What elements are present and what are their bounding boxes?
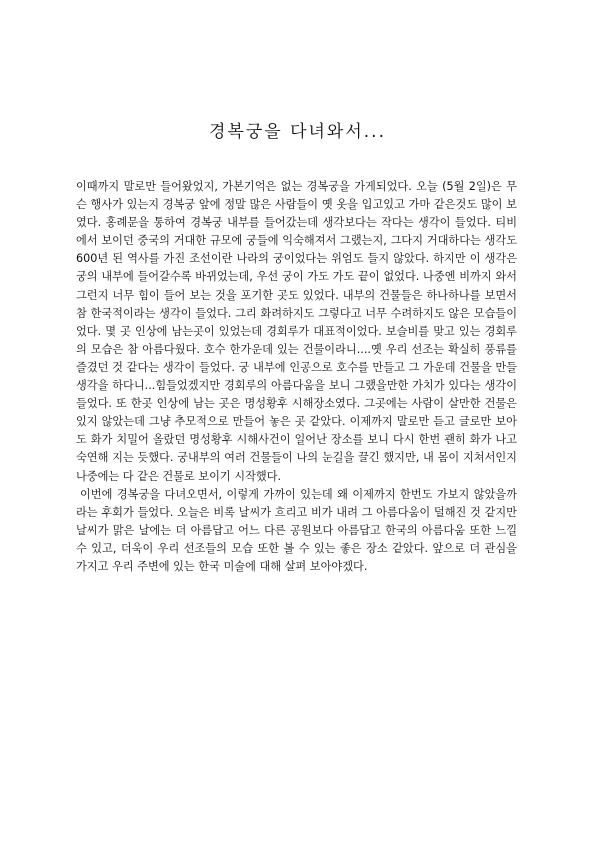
document-body bbox=[76, 178, 517, 576]
document-title: 경복궁을 다녀와서... bbox=[209, 122, 386, 142]
body-paragraph: 이때까지 말로만 들어왔었지, 가본기억은 없는 경복궁을 가게되었다. 오늘 (5월 2일)은 무슨 행사가 있는지 경복궁 앞에 정말 많은 사람들이 옛 옷을 입고있고 가마 같은것도 많이 보였다. 홍례문을 통하여 경복궁 내부를 들어갔는데 생각보다는 작다는 생각이 들었다. 티비에서 보이던 중국의 거대한 규모에 궁들에 익숙해져서 그랬는지, 그다지 거대하다는 생각도 600년 된 역사를 가진 조선이란 나라의 궁이었다는 위엄도 들지 않았다. 하지만 이 생각은 궁의 내부에 들어갈수록 바뀌었는데, 우선 궁이 가도 가도 끝이 없었다. 나중엔 비까지 와서 그런지 너무 힘이 들어 보는 것을 포기한 곳도 있었다. 내부의 건물들은 하나하나를 보면서 참 한국적이라는 생각이 들었다. 그리 화려하지도 그렇다고 너무 수려하지도 않은 모습들이었다. 몇 곳 인상에 남는곳이 있었는데 경회루가 대표적이었다. 보슬비를 맞고 있는 경회루의 모습은 참 아름다웠다. 호수 한가운데 있는 건물이라니....옛 우리 선조는 확실히 풍류를 즐겼던 것 같다는 생각이 들었다. 궁 내부에 인공으로 호수를 만들고 그 가운데 건물을 만들 생각을 하다니...힘들었겠지만 경회루의 아름다움을 보니 그랬을만한 가치가 있다는 생각이 들었다. 또 한곳 인상에 남는 곳은 명성황후 시해장소였다. 그곳에는 사람이 살만한 건물은 있지 않았는데 그냥 추모적으로 만들어 놓은 곳 같았다. 이제까지 말로만 듣고 글로만 보아도 화가 치밀어 올랐던 명성황후 시해사건이 일어난 장소를 보니 다시 한번 괜히 화가 나고 숙연해 지는 듯했다. 궁내부의 여러 건물들이 나의 눈길을 끌긴 했지만, 내 몸이 지쳐서인지 나중에는 다 같은 건물로 보이기 시작했다. bbox=[76, 180, 517, 483]
body-paragraph: 이번에 경복궁을 다녀오면서, 이렇게 가까이 있는데 왜 이제까지 한번도 가보지 않았을까 라는 후회가 들었다. 오늘은 비록 날씨가 흐리고 비가 내려 그 아름다움이 덜해진 것 같지만 날씨가 맑은 날에는 더 아름답고 어느 다른 공원보다 아름답고 한국의 아름다움 또한 느낄 수 있고, 더욱이 우리 선조들의 모습 또한 볼 수 있는 좋은 장소 같았다. 앞으로 더 관심을 가지고 우리 주변에 있는 한국 미술에 대해 살펴 보아야겠다. bbox=[76, 487, 517, 573]
